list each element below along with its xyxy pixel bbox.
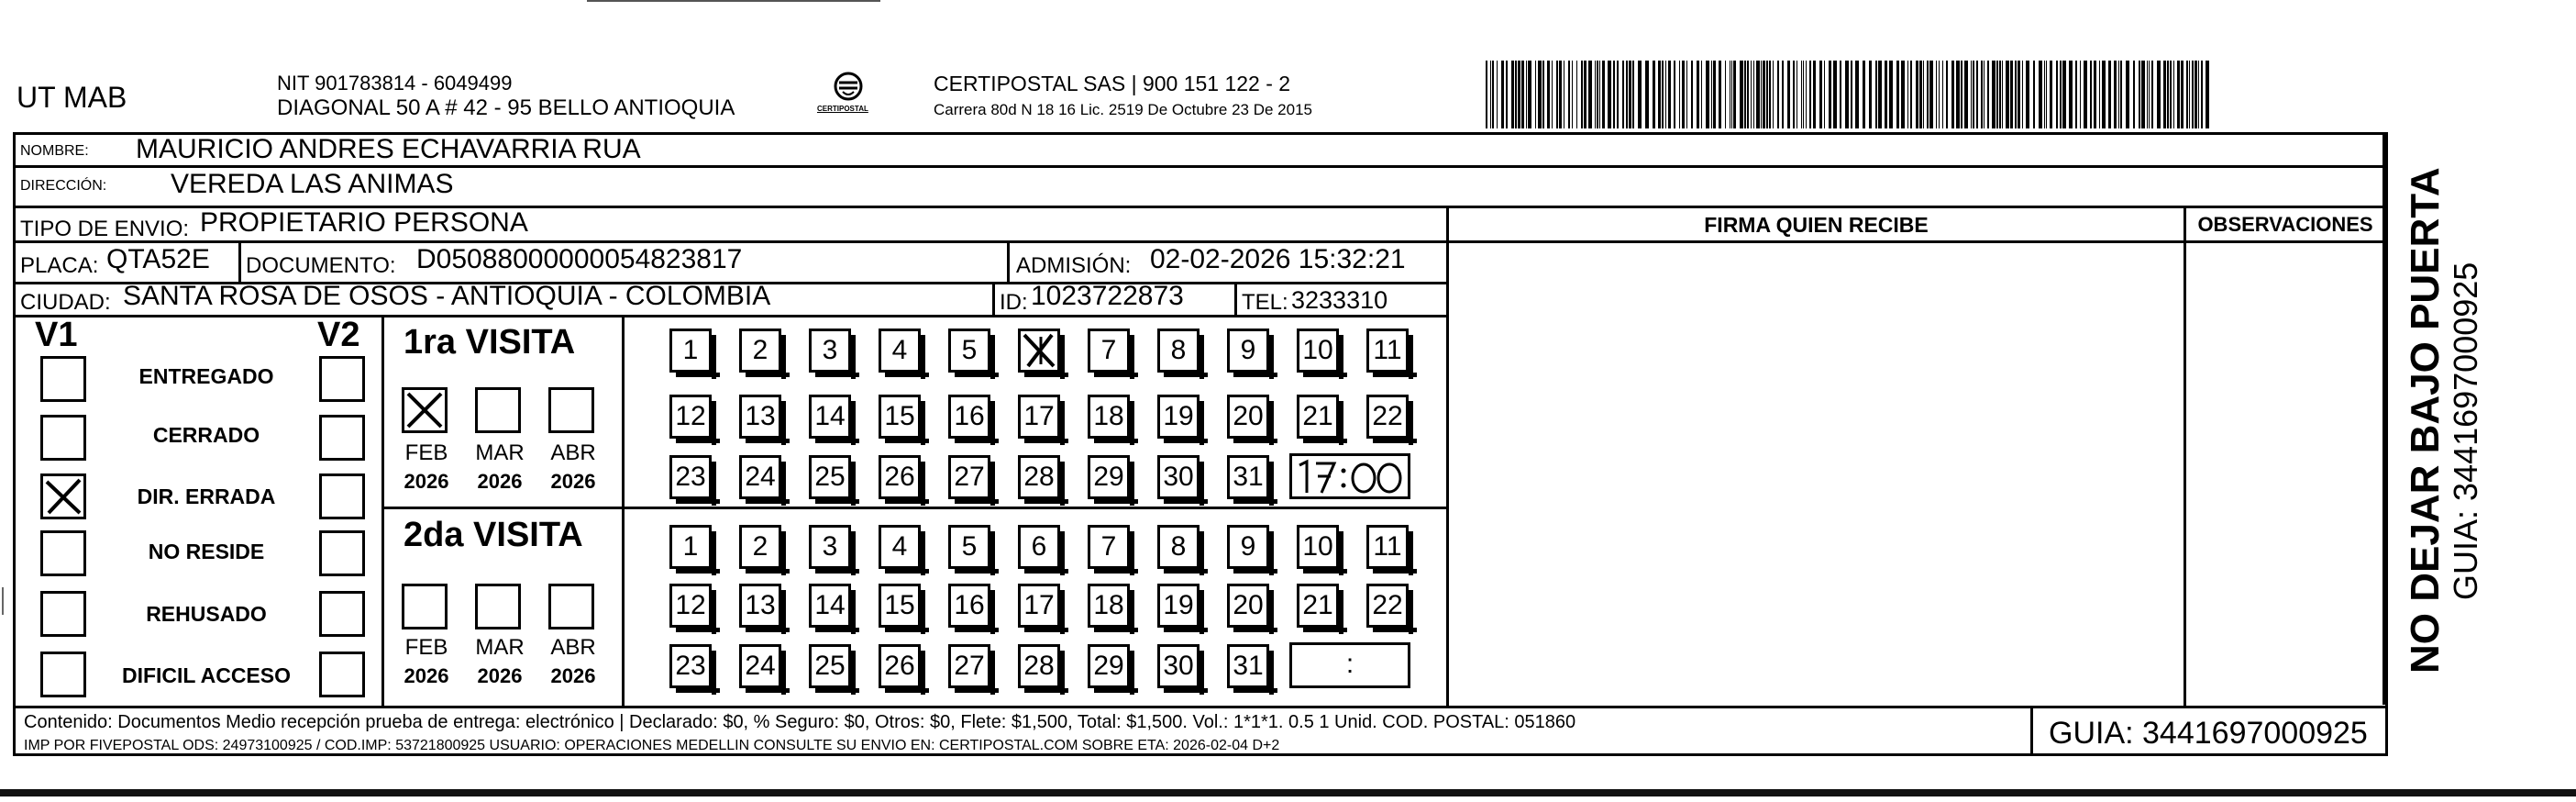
side-warning-wrap	[2395, 132, 2570, 705]
second-visit-day-21[interactable]: 21	[1297, 584, 1339, 628]
second-visit-day-11[interactable]: 11	[1366, 525, 1409, 569]
status-dir-errada: DIR. ERRADA	[137, 485, 276, 508]
second-abr-label: ABR	[550, 635, 596, 660]
v2-rehusado-checkbox[interactable]	[319, 591, 365, 637]
second-visit-day-12[interactable]: 12	[669, 584, 712, 628]
second-visit-day-15[interactable]: 15	[879, 584, 921, 628]
second-visit-day-22[interactable]: 22	[1366, 584, 1409, 628]
first-visit-day-26[interactable]: 26	[879, 455, 921, 499]
first-visit-day-3[interactable]: 3	[809, 329, 851, 373]
carrier-license: Carrera 80d N 18 16 Lic. 2519 De Octubre 23 De 2015	[934, 101, 1312, 118]
second-feb-label: FEB	[404, 635, 448, 660]
second-abr-year: 2026	[550, 664, 596, 687]
first-visit-day-23[interactable]: 23	[669, 455, 712, 499]
footer-print-info-line: IMP POR FIVEPOSTAL ODS: 24973100925 / COD.IMP: 53721800925 USUARIO: OPERACIONES MEDELLIN CONSULTE SU ENVIO EN: CERTIPOSTAL.COM SOBRE ETA: 2026-02-04 D+2	[24, 738, 1280, 753]
placa-value: QTA52E	[106, 244, 210, 274]
second-visit-month-mar[interactable]	[475, 584, 521, 629]
company-nit: NIT 901783814 - 6049499	[277, 72, 513, 95]
company-address: DIAGONAL 50 A # 42 - 95 BELLO ANTIOQUIA	[277, 95, 735, 120]
nombre-value: MAURICIO ANDRES ECHAVARRIA RUA	[136, 134, 641, 164]
second-visit-day-7[interactable]: 7	[1088, 525, 1130, 569]
carrier-name: CERTIPOSTAL SAS | 900 151 122 - 2	[934, 72, 1291, 95]
second-visit-day-8[interactable]: 8	[1157, 525, 1200, 569]
documento-label: DOCUMENTO:	[246, 253, 396, 278]
first-visit-day-4[interactable]: 4	[879, 329, 921, 373]
second-visit-day-28[interactable]: 28	[1018, 644, 1060, 688]
second-visit-day-9[interactable]: 9	[1227, 525, 1269, 569]
status-dificil-acceso: DIFICIL ACCESO	[121, 663, 291, 687]
tipo-envio-value: PROPIETARIO PERSONA	[200, 207, 528, 238]
v1-no-reside-checkbox[interactable]	[40, 530, 86, 576]
second-visit-day-27[interactable]: 27	[948, 644, 990, 688]
first-visit-day-27[interactable]: 27	[948, 455, 990, 499]
first-visit-day-25[interactable]: 25	[809, 455, 851, 499]
admision-label: ADMISIÓN:	[1016, 253, 1132, 278]
second-visit-title: 2da VISITA	[404, 516, 583, 554]
second-visit-day-2[interactable]: 2	[739, 525, 781, 569]
first-visit-day-21[interactable]: 21	[1297, 395, 1339, 439]
firma-header: FIRMA QUIEN RECIBE	[1704, 213, 1929, 237]
placa-label: PLACA:	[20, 253, 99, 278]
v1-entregado-checkbox[interactable]	[40, 356, 86, 402]
second-visit-day-29[interactable]: 29	[1088, 644, 1130, 688]
first-visit-time-box[interactable]	[1289, 453, 1410, 499]
second-feb-year: 2026	[404, 664, 449, 687]
first-visit-title: 1ra VISITA	[404, 323, 576, 362]
second-visit-day-30[interactable]: 30	[1157, 644, 1200, 688]
first-visit-month-abr[interactable]	[548, 387, 594, 433]
second-visit-day-10[interactable]: 10	[1297, 525, 1339, 569]
second-visit-time-box[interactable]	[1289, 642, 1410, 688]
second-visit-day-13[interactable]: 13	[739, 584, 781, 628]
second-visit-day-5[interactable]: 5	[948, 525, 990, 569]
id-value: 1023722873	[1031, 281, 1184, 311]
second-visit-day-4[interactable]: 4	[879, 525, 921, 569]
first-visit-day-31[interactable]: 31	[1227, 455, 1269, 499]
nombre-label: NOMBRE:	[20, 143, 89, 159]
first-visit-day-24[interactable]: 24	[739, 455, 781, 499]
first-visit-day-12[interactable]: 12	[669, 395, 712, 439]
second-visit-day-14[interactable]: 14	[809, 584, 851, 628]
v1-cerrado-checkbox[interactable]	[40, 415, 86, 461]
first-visit-day-29[interactable]: 29	[1088, 455, 1130, 499]
tel-value: 3233310	[1291, 286, 1388, 314]
admision-value: 02-02-2026 15:32:21	[1150, 244, 1406, 274]
direccion-value: VEREDA LAS ANIMAS	[171, 169, 454, 199]
ciudad-value: SANTA ROSA DE OSOS - ANTIOQUIA - COLOMBIA	[123, 281, 771, 311]
v1-dir-errada-checkbox[interactable]	[40, 473, 86, 519]
left-margin-tick	[2, 587, 4, 615]
first-visit-day-6[interactable]	[1018, 329, 1060, 373]
second-visit-day-23[interactable]: 23	[669, 644, 712, 688]
first-abr-label: ABR	[550, 440, 596, 465]
x-check-mark-icon	[43, 476, 83, 517]
v2-cerrado-checkbox[interactable]	[319, 415, 365, 461]
v1-dificil-acceso-checkbox[interactable]	[40, 652, 86, 697]
certipostal-logo	[812, 68, 885, 123]
top-cut-line	[587, 0, 880, 2]
second-visit-day-31[interactable]: 31	[1227, 644, 1269, 688]
ciudad-label: CIUDAD:	[20, 290, 111, 315]
x-check-mark-icon	[1021, 331, 1057, 370]
observaciones-header: OBSERVACIONES	[2197, 213, 2373, 236]
v2-entregado-checkbox[interactable]	[319, 356, 365, 402]
v1-rehusado-checkbox[interactable]	[40, 591, 86, 637]
first-visit-day-2[interactable]: 2	[739, 329, 781, 373]
second-visit-day-24[interactable]: 24	[739, 644, 781, 688]
second-visit-month-abr[interactable]	[548, 584, 594, 629]
tel-label: TEL:	[1242, 290, 1288, 315]
second-visit-day-3[interactable]: 3	[809, 525, 851, 569]
first-visit-day-11[interactable]: 11	[1366, 329, 1409, 373]
first-abr-year: 2026	[550, 470, 596, 493]
first-visit-day-17[interactable]: 17	[1018, 395, 1060, 439]
first-mar-year: 2026	[477, 470, 523, 493]
v2-no-reside-checkbox[interactable]	[319, 530, 365, 576]
v2-header: V2	[317, 316, 360, 354]
first-visit-day-7[interactable]: 7	[1088, 329, 1130, 373]
first-feb-label: FEB	[404, 440, 448, 465]
second-visit-day-20[interactable]: 20	[1227, 584, 1269, 628]
second-mar-label: MAR	[475, 635, 525, 660]
second-visit-day-18[interactable]: 18	[1088, 584, 1130, 628]
first-visit-day-30[interactable]: 30	[1157, 455, 1200, 499]
second-visit-day-26[interactable]: 26	[879, 644, 921, 688]
first-visit-day-9[interactable]: 9	[1227, 329, 1269, 373]
status-rehusado: REHUSADO	[146, 602, 267, 626]
documento-value: D05088000000054823817	[416, 244, 743, 274]
second-visit-day-16[interactable]: 16	[948, 584, 990, 628]
second-visit-day-19[interactable]: 19	[1157, 584, 1200, 628]
bottom-edge	[0, 789, 2576, 796]
status-no-reside: NO RESIDE	[148, 540, 265, 563]
first-visit-day-1[interactable]: 1	[669, 329, 712, 373]
first-visit-day-15[interactable]: 15	[879, 395, 921, 439]
first-visit-month-feb[interactable]	[402, 387, 448, 433]
tipo-envio-label: TIPO DE ENVIO:	[20, 217, 190, 241]
barcode	[1486, 61, 2210, 128]
first-visit-day-18[interactable]: 18	[1088, 395, 1130, 439]
v1-header: V1	[35, 316, 78, 354]
first-visit-day-5[interactable]: 5	[948, 329, 990, 373]
first-feb-year: 2026	[404, 470, 449, 493]
first-visit-day-20[interactable]: 20	[1227, 395, 1269, 439]
first-visit-day-8[interactable]: 8	[1157, 329, 1200, 373]
id-label: ID:	[1000, 290, 1028, 315]
first-visit-day-16[interactable]: 16	[948, 395, 990, 439]
side-warning-text: NO DEJAR BAJO PUERTA	[2403, 167, 2448, 674]
second-mar-year: 2026	[477, 664, 523, 687]
v2-dificil-acceso-checkbox[interactable]	[319, 652, 365, 697]
second-visit-day-1[interactable]: 1	[669, 525, 712, 569]
second-visit-day-25[interactable]: 25	[809, 644, 851, 688]
second-visit-month-feb[interactable]	[402, 584, 448, 629]
logo-caption: CERTIPOSTAL	[817, 105, 868, 113]
status-entregado: ENTREGADO	[138, 364, 274, 388]
company-short-name: UT MAB	[17, 81, 127, 114]
x-check-mark-icon	[404, 390, 445, 430]
side-guia-text: GUIA: 3441697000925	[2447, 262, 2484, 600]
second-visit-time-colon: :	[1345, 649, 1354, 679]
first-visit-day-19[interactable]: 19	[1157, 395, 1200, 439]
first-mar-label: MAR	[475, 440, 525, 465]
handwritten-time-icon	[1292, 456, 1408, 496]
footer-guia: GUIA: 3441697000925	[2049, 716, 2368, 751]
first-visit-month-mar[interactable]	[475, 387, 521, 433]
first-visit-day-13[interactable]: 13	[739, 395, 781, 439]
footer-contents-line: Contenido: Documentos Medio recepción prueba de entrega: electrónico | Declarado: $0, % Seguro: $0, Otros: $0, Flete: $1,500, Total: $1,500. Vol.: 1*1*1. 0.5 1 Unid. COD. POSTAL: 051860	[24, 712, 1576, 732]
v2-dir-errada-checkbox[interactable]	[319, 473, 365, 519]
first-visit-day-10[interactable]: 10	[1297, 329, 1339, 373]
first-visit-day-14[interactable]: 14	[809, 395, 851, 439]
first-visit-day-22[interactable]: 22	[1366, 395, 1409, 439]
second-visit-day-17[interactable]: 17	[1018, 584, 1060, 628]
first-visit-day-28[interactable]: 28	[1018, 455, 1060, 499]
second-visit-day-6[interactable]: 6	[1018, 525, 1060, 569]
status-cerrado: CERRADO	[152, 423, 260, 447]
direccion-label: DIRECCIÓN:	[20, 178, 107, 194]
